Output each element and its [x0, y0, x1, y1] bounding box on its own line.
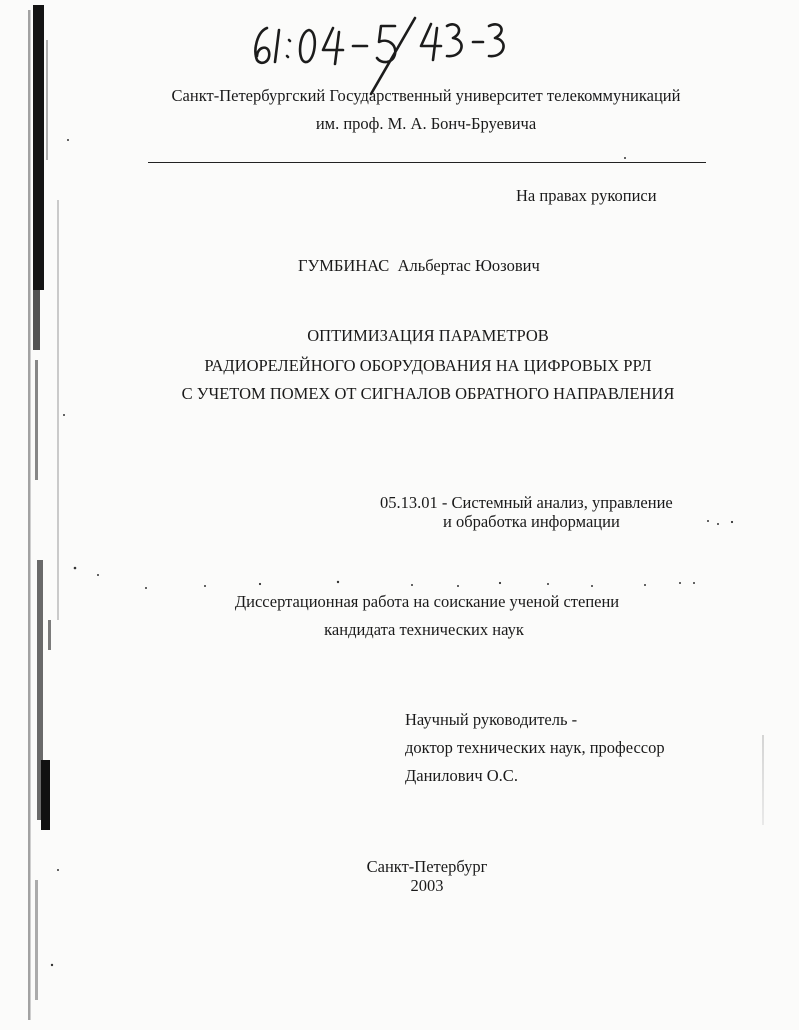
footer-year: 2003	[410, 876, 444, 895]
footer-city: Санкт-Петербург	[366, 857, 488, 876]
supervisor-line-1: Научный руководитель -	[405, 710, 578, 729]
author-name	[298, 256, 540, 276]
university-named-after: им. проф. М. А. Бонч-Бруевича	[315, 114, 537, 133]
degree-line-1: Диссертационная работа на соискание ученой степени	[234, 592, 620, 611]
university-name: Санкт-Петербургский Государственный университет телекоммуникаций	[171, 86, 681, 105]
title-line-1: ОПТИМИЗАЦИЯ ПАРАМЕТРОВ	[307, 326, 549, 345]
specialty-line-2: и обработка информации	[443, 512, 620, 531]
supervisor-line-2: доктор технических наук, профессор	[405, 738, 665, 757]
manuscript-rights-note: На правах рукописи	[516, 186, 657, 205]
author-surname: ГУМБИНАС	[298, 256, 390, 275]
degree-line-2: кандидата технических наук	[324, 620, 524, 639]
title-line-2: РАДИОРЕЛЕЙНОГО ОБОРУДОВАНИЯ НА ЦИФРОВЫХ РРЛ	[204, 356, 652, 375]
specialty-line-1: 05.13.01 - Системный анализ, управление	[380, 493, 673, 512]
scan-edge-mark	[762, 735, 764, 825]
header-divider	[148, 162, 706, 163]
author-given-names: Альбертас Юозович	[397, 256, 540, 275]
scan-binding-strip	[0, 0, 60, 1030]
supervisor-line-3: Данилович О.С.	[405, 766, 518, 785]
title-line-3: С УЧЕТОМ ПОМЕХ ОТ СИГНАЛОВ ОБРАТНОГО НАПРАВЛЕНИЯ	[181, 384, 675, 403]
